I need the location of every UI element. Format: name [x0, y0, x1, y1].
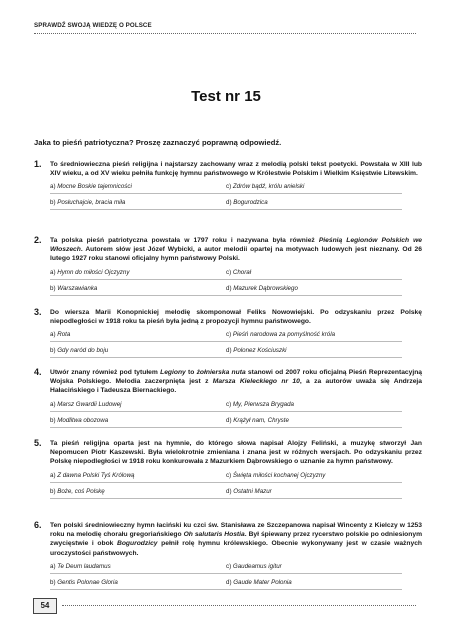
- answer-option-d[interactable]: d) Bogurodzica: [226, 199, 402, 210]
- answer-option-b[interactable]: b) Boże, coś Polskę: [50, 488, 226, 499]
- question-2: [34, 236, 422, 296]
- answer-option-d[interactable]: d) Mazurek Dąbrowskiego: [226, 285, 402, 296]
- section-header: SPRAWDŹ SWOJĄ WIEDZĘ O POLSCE: [34, 22, 152, 29]
- answer-option-c[interactable]: c) Święta miłości kochanej Ojczyzny: [226, 472, 402, 483]
- question-text: [50, 160, 422, 178]
- question-text-run: Ten polski średniowieczny hymn łaciński ku czci św. Stanisława ze Szczepanowa napisał Wincenty z Kielczy w 1253 roku na melodię chorału gregoriańskiego: [50, 522, 422, 539]
- question-text: [50, 439, 422, 467]
- question-text-run: To średniowieczna pieśń religijna i najstarszy zachowany wraz z melodią polski tekst poetycki. Powstała w XIII lub XIV wieku, a od XV wieku pełniła funkcję hymnu państwowego w Królestwie Polskim i Wielkim Księstwie Litewskim.: [50, 161, 422, 178]
- answer-option-c[interactable]: c) My, Pierwsza Brygada: [226, 401, 402, 412]
- italic-title-text: Pieśnią Legionów Polskich we Włoszech: [50, 237, 422, 254]
- question-text-run: Ta polska pieśń patriotyczna powstała w 1797 roku i nazywana była również: [50, 237, 319, 244]
- question-text-run: stanowi od 2007 roku oficjalną Pieśń Reprezentacyjną Wojska Polskiego. Melodia zaczerpnięta jest z: [50, 369, 423, 386]
- header-divider: [34, 33, 416, 34]
- answer-option-d[interactable]: d) Krążył nam, Chryste: [226, 417, 402, 428]
- question-text-run: to: [185, 369, 197, 376]
- italic-title-text: Marsza Kieleckiego nr 10: [212, 378, 300, 386]
- answer-option-a[interactable]: a) Hymn do miłości Ojczyzny: [50, 269, 226, 280]
- answer-option-a[interactable]: a) Rota: [50, 331, 226, 342]
- question-text-run: Do wiersza Marii Konopnickiej melodię skomponował Feliks Nowowiejski. Po odzyskaniu przez Polskę niepodległości w 1918 roku ta pieśń była jedną z propozycji hymnu państwowego.: [50, 309, 422, 326]
- question-text: [50, 236, 422, 264]
- question-number: 1.: [34, 159, 42, 169]
- question-number: 5.: [34, 438, 42, 448]
- answer-option-c[interactable]: c) Zdrów bądź, królu anielski: [226, 183, 402, 194]
- test-title: Test nr 15: [191, 88, 261, 105]
- answer-option-d[interactable]: d) Gaude Mater Polonia: [226, 579, 402, 590]
- answer-option-b[interactable]: b) Modlitwa obozowa: [50, 417, 226, 428]
- page-number: 54: [33, 598, 57, 614]
- answer-option-d[interactable]: d) Ostatni Mazur: [226, 488, 402, 499]
- question-text-run: Utwór znany również pod tytułem: [50, 369, 161, 376]
- question-number: 2.: [34, 235, 42, 245]
- question-number: 4.: [34, 367, 42, 377]
- italic-title-text: Legiony: [160, 369, 186, 376]
- question-4: [34, 368, 422, 428]
- question-text-run: . Autorem słów jest Józef Wybicki, a autor melodii opartej na motywach ludowych jest nieznany. Od 26 lutego 1927 roku stanowi oficjalny hymn państwowy Polski.: [50, 246, 422, 263]
- answer-option-a[interactable]: a) Mocne Boskie tajemnicości: [50, 183, 226, 194]
- question-text: [50, 521, 422, 558]
- answer-option-b[interactable]: b) Gentis Polonae Gloria: [50, 579, 226, 590]
- question-number: 6.: [34, 520, 42, 530]
- answer-option-a[interactable]: a) Marsz Gwardii Ludowej: [50, 401, 226, 412]
- answer-option-b[interactable]: b) Gdy naród do boju: [50, 347, 226, 358]
- answer-options: [50, 183, 422, 210]
- answer-option-c[interactable]: c) Pieśń narodowa za pomyślność króla: [226, 331, 402, 342]
- answer-option-a[interactable]: a) Z dawna Polski Tyś Królową: [50, 472, 226, 483]
- answer-options: [50, 331, 422, 358]
- question-5: [34, 439, 422, 499]
- question-text: [50, 368, 422, 396]
- question-text-run: pełnił rolę hymnu królewskiego. Obecnie wykonywany jest w czasie ważnych uroczystości państwowych.: [50, 540, 422, 557]
- question-text-run: , a za autorów uważa się Andrzeja Hałacińskiego i Tadeusza Biernackiego.: [50, 378, 422, 395]
- question-1: [34, 160, 422, 210]
- italic-title-text: Bogurodzicy: [117, 540, 158, 548]
- question-3: [34, 308, 422, 358]
- footer-divider: [62, 605, 416, 606]
- question-text-run: Ta pieśń religijna oparta jest na hymnie, do którego słowa napisał Alojzy Feliński, a muzykę stworzył Jan Nepomucen Piotr Kaszewski. Była wielokrotnie zmieniana i znana jest w różnych wersjach. Po odzyskaniu przez Polskę niepodległości w 1918 roku konkurowała z Mazurkiem Dąbrowskiego o uznanie za hymn państwowy.: [50, 440, 422, 466]
- question-text-run: . Był śpiewany przez rycerstwo polskie po odniesionym zwycięstwie i obok: [50, 531, 423, 548]
- question-6: [34, 521, 422, 590]
- question-number: 3.: [34, 307, 42, 317]
- answer-option-a[interactable]: a) Te Deum laudamus: [50, 563, 226, 574]
- answer-options: [50, 472, 422, 499]
- answer-option-b[interactable]: b) Warszawianka: [50, 285, 226, 296]
- answer-options: [50, 269, 422, 296]
- instruction-text: Jaka to pieśń patriotyczna? Proszę zaznaczyć poprawną odpowiedź.: [34, 138, 282, 147]
- answer-option-c[interactable]: c) Chorał: [226, 269, 402, 280]
- answer-options: [50, 401, 422, 428]
- question-text: [50, 308, 422, 326]
- answer-option-c[interactable]: c) Gaudeamus igitur: [226, 563, 402, 574]
- answer-options: [50, 563, 422, 590]
- italic-title-text: żołnierska nuta: [196, 369, 246, 376]
- italic-title-text: Oh salutaris Hostia: [183, 531, 245, 539]
- answer-option-d[interactable]: d) Polonez Kościuszki: [226, 347, 402, 358]
- answer-option-b[interactable]: b) Posłuchajcie, bracia miła: [50, 199, 226, 210]
